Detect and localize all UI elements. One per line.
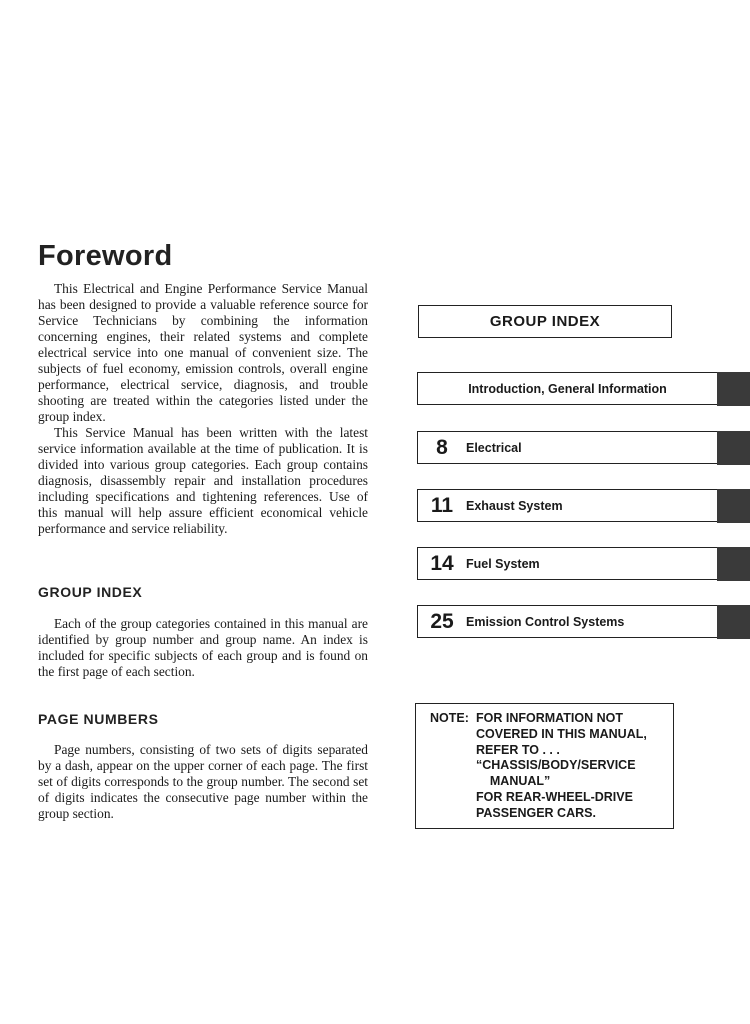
- group-index-text: Each of the group categories contained in this manual are identified by group number and group name. An index is included for specific subjects of each group and is found on the first page of each section.: [38, 616, 368, 679]
- thumb-tab-marker: [717, 605, 750, 639]
- page-numbers-text: Page numbers, consisting of two sets of digits separated by a dash, appear on the upper corner of each page. The first set of digits corresponds to the group number. The second set of digits indicates the consecutive page number within the group section.: [38, 742, 368, 821]
- group-name: Emission Control Systems: [466, 614, 625, 629]
- group-number: 14: [430, 551, 454, 575]
- note-line: FOR INFORMATION NOT: [476, 711, 623, 725]
- foreword-paragraph-1: This Electrical and Engine Performance Service Manual has been designed to provide a valuable reference source for Service Technicians by combining the information concerning engines, their related systems and complete electrical service into one manual of convenient size. The subjects of fuel economy, emission controls, overall engine performance, electrical service, diagnosis, and trouble shooting are treated within the categories listed under the group index.: [38, 281, 368, 424]
- note-line: REFER TO . . .: [476, 742, 560, 757]
- group-index-item-exhaust[interactable]: [417, 489, 718, 522]
- group-index-item-fuel[interactable]: [417, 547, 718, 580]
- group-number: 11: [430, 493, 454, 517]
- group-name: Electrical: [466, 440, 522, 455]
- note-lines: [476, 711, 647, 822]
- page-numbers-heading: PAGE NUMBERS: [38, 711, 159, 727]
- note-line: FOR REAR-WHEEL-DRIVE: [476, 789, 633, 804]
- thumb-tab-marker: [717, 431, 750, 465]
- group-index-intro-label: Introduction, General Information: [468, 381, 667, 396]
- group-index-item-electrical[interactable]: [417, 431, 718, 464]
- group-index-heading: GROUP INDEX: [38, 584, 143, 600]
- note-label: NOTE:: [430, 711, 469, 725]
- note-line: COVERED IN THIS MANUAL,: [476, 726, 647, 741]
- thumb-tab-marker: [717, 372, 750, 406]
- group-number: 8: [436, 435, 448, 459]
- foreword-section: [38, 240, 368, 537]
- page-title: Foreword: [38, 240, 173, 272]
- group-index-item-emission[interactable]: [417, 605, 718, 638]
- note-line: “CHASSIS/BODY/SERVICE: [476, 758, 636, 773]
- group-name: Fuel System: [466, 556, 540, 571]
- note-line: PASSENGER CARS.: [476, 805, 596, 820]
- group-name: Exhaust System: [466, 498, 563, 513]
- group-index-intro-tab[interactable]: [417, 372, 718, 405]
- group-index-box-title: GROUP INDEX: [418, 305, 672, 338]
- page-numbers-text-block: [38, 742, 368, 822]
- thumb-tab-marker: [717, 547, 750, 581]
- group-number: 25: [430, 609, 454, 633]
- note-box: [415, 703, 674, 829]
- group-index-text-block: [38, 616, 368, 680]
- foreword-paragraph-2: This Service Manual has been written with the latest service information available at the time of publication. It is divided into various group categories. Each group contains diagnosis, disassembly repair and installation procedures including specifications and tightening references. Use of this manual will help assure efficient economical vehicle performance and service reliability.: [38, 425, 368, 536]
- thumb-tab-marker: [717, 489, 750, 523]
- note-line: MANUAL”: [476, 774, 551, 789]
